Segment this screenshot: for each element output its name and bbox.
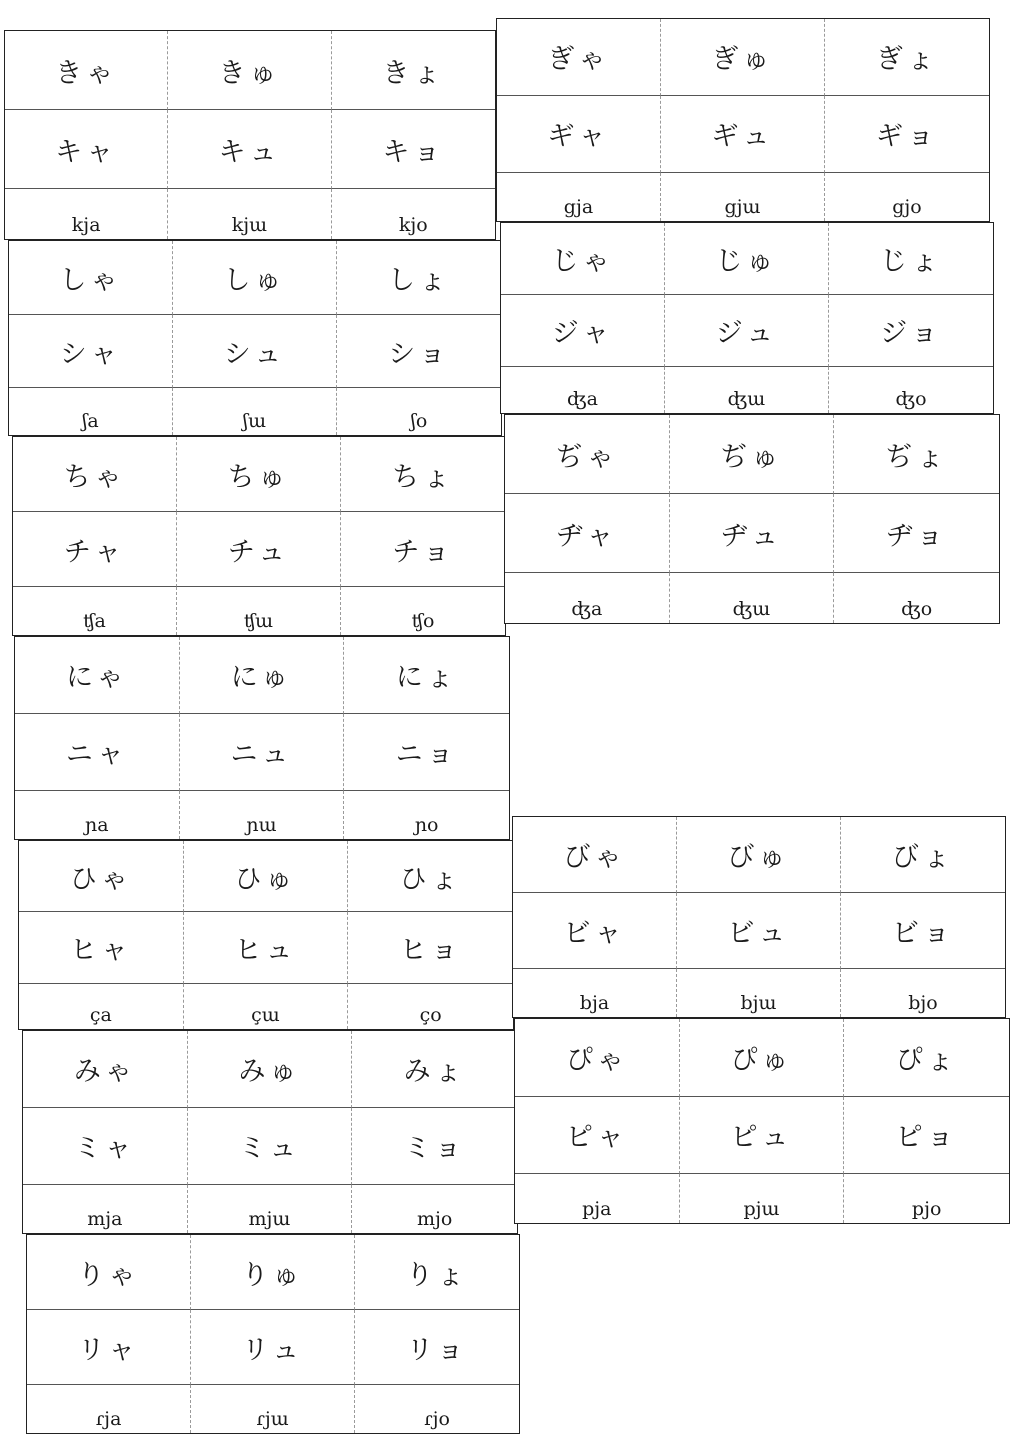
hiragana-dju: ぢゅ [670,415,835,494]
katakana-dja: ヂャ [505,494,670,573]
hiragana-hya: ひゃ [19,841,184,912]
romaji-myo: mjo [416,1207,453,1230]
yoon-block-k [4,30,496,240]
katakana-mya: ミャ [23,1108,188,1185]
romaji-jo: ʤo [895,387,927,410]
hiragana-chu: ちゅ [177,437,341,512]
hiragana-pyu: ぴゅ [680,1019,845,1097]
katakana-nyu: ニュ [180,714,345,791]
hiragana-gyu: ぎゅ [661,19,825,96]
katakana-rya: リャ [27,1310,191,1385]
romaji-hyu: çɯ [184,984,349,1029]
katakana-chu: チュ [177,512,341,587]
katakana-gyo: ギョ [825,96,989,173]
romaji-nyo: ɲo [414,813,439,836]
katakana-myu: ミュ [188,1108,353,1185]
katakana-byu: ビュ [677,893,841,969]
katakana-nya: ニャ [15,714,180,791]
katakana-djo: ヂョ [834,494,999,573]
yoon-block-p [514,1018,1010,1224]
hiragana-kyu: きゅ [168,31,331,110]
hiragana-djo: ぢょ [834,415,999,494]
romaji-cha: ʧa [13,587,177,635]
katakana-ju: ジュ [665,295,829,367]
yoon-block-g [496,18,990,222]
romaji-mya: mja [23,1185,188,1233]
romaji-kyo: kjo [398,213,428,236]
yoon-block-n [14,636,510,840]
yoon-block-ch [12,436,506,636]
katakana-ryu: リュ [191,1310,355,1385]
romaji-dju: ʤɯ [670,573,835,623]
hiragana-pya: ぴゃ [515,1019,680,1097]
yoon-block-r [26,1234,520,1434]
katakana-gya: ギャ [497,96,661,173]
romaji-chu: ʧɯ [177,587,341,635]
hiragana-hyu: ひゅ [184,841,349,912]
katakana-myo: ミョ [352,1108,517,1185]
hiragana-dja: ぢゃ [505,415,670,494]
hiragana-pyo: ぴょ [844,1019,1009,1097]
hiragana-ryo: りょ [355,1235,519,1310]
yoon-block-dj [504,414,1000,624]
romaji-gya: gja [497,173,661,221]
romaji-byo: bjo [908,992,938,1014]
yoon-block-sh [8,240,502,436]
romaji-shu: ʃɯ [173,388,337,435]
romaji-ju: ʤɯ [665,367,829,413]
katakana-gyu: ギュ [661,96,825,173]
katakana-kyu: キュ [168,110,331,189]
romaji-pyo: pjo [911,1197,942,1220]
katakana-sha: シャ [9,315,173,389]
katakana-hya: ヒャ [19,912,184,983]
romaji-sha: ʃa [9,388,173,435]
katakana-sho: ショ [337,315,501,389]
hiragana-shu: しゅ [173,241,337,315]
hiragana-ju: じゅ [665,223,829,295]
hiragana-kya: きゃ [5,31,168,110]
katakana-hyu: ヒュ [184,912,349,983]
romaji-ryu: ɾjɯ [191,1385,355,1433]
romaji-byu: bjɯ [677,969,841,1017]
hiragana-jo: じょ [829,223,993,295]
hiragana-cha: ちゃ [13,437,177,512]
katakana-ryo: リョ [355,1310,519,1385]
yoon-block-b [512,816,1006,1018]
hiragana-gya: ぎゃ [497,19,661,96]
romaji-gyo: gjo [892,195,922,218]
romaji-hya: ça [19,984,184,1029]
romaji-sho: ʃo [410,409,428,432]
katakana-pyo: ピョ [844,1097,1009,1175]
katakana-kyo: キョ [332,110,495,189]
romaji-bya: bja [513,969,677,1017]
romaji-nya: ɲa [15,791,180,839]
hiragana-sho: しょ [337,241,501,315]
katakana-cha: チャ [13,512,177,587]
hiragana-nya: にゃ [15,637,180,714]
hiragana-myu: みゅ [188,1031,353,1108]
romaji-myu: mjɯ [188,1185,353,1233]
hiragana-nyo: にょ [344,637,509,714]
katakana-bya: ビャ [513,893,677,969]
hiragana-cho: ちょ [341,437,505,512]
hiragana-hyo: ひょ [348,841,513,912]
yoon-block-j [500,222,994,414]
katakana-cho: チョ [341,512,505,587]
hiragana-byu: びゅ [677,817,841,893]
hiragana-byo: びょ [841,817,1005,893]
yoon-block-m [22,1030,518,1234]
katakana-pya: ピャ [515,1097,680,1175]
hiragana-kyo: きょ [332,31,495,110]
romaji-rya: ɾja [27,1385,191,1433]
romaji-cho: ʧo [411,609,435,632]
hiragana-gyo: ぎょ [825,19,989,96]
hiragana-rya: りゃ [27,1235,191,1310]
romaji-ryo: ɾjo [424,1407,450,1430]
katakana-jo: ジョ [829,295,993,367]
katakana-nyo: ニョ [344,714,509,791]
yoon-block-h [18,840,514,1030]
katakana-shu: シュ [173,315,337,389]
katakana-dju: ヂュ [670,494,835,573]
katakana-hyo: ヒョ [348,912,513,983]
katakana-ja: ジャ [501,295,665,367]
katakana-kya: キャ [5,110,168,189]
romaji-nyu: ɲɯ [180,791,345,839]
hiragana-ryu: りゅ [191,1235,355,1310]
hiragana-myo: みょ [352,1031,517,1108]
hiragana-nyu: にゅ [180,637,345,714]
romaji-ja: ʤa [501,367,665,413]
romaji-gyu: gjɯ [661,173,825,221]
romaji-kyu: kjɯ [168,189,331,239]
hiragana-ja: じゃ [501,223,665,295]
katakana-byo: ビョ [841,893,1005,969]
romaji-dja: ʤa [505,573,670,623]
hiragana-sha: しゃ [9,241,173,315]
romaji-kya: kja [5,189,168,239]
romaji-pya: pja [515,1174,680,1223]
hiragana-bya: びゃ [513,817,677,893]
katakana-pyu: ピュ [680,1097,845,1175]
romaji-hyo: ço [419,1003,442,1026]
romaji-djo: ʤo [901,597,933,620]
hiragana-mya: みゃ [23,1031,188,1108]
romaji-pyu: pjɯ [680,1174,845,1223]
